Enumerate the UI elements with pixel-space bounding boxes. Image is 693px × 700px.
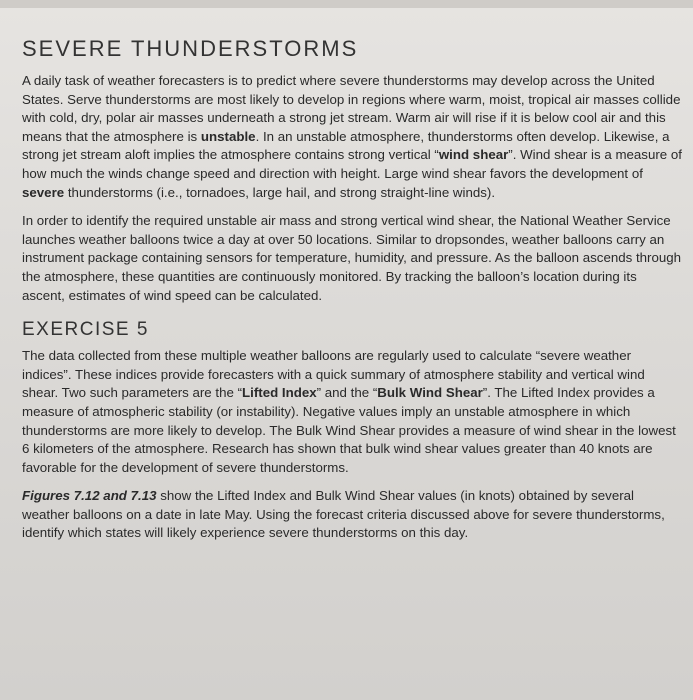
indices-text-3: ”. The Lifted Index provides a measure of atmospheric stability (or instability). Negative values imply an unstable atmosphere in which thunderstorms are more likely to develop. The Bulk Wind Shear provides a measure of wind shear in the lowest 6 kilometers of the atmosphere. Research has shown that bulk wind shear values greater than 40 knots are favorable for the development of severe thunderstorms. xyxy=(22,385,676,475)
page-content xyxy=(22,36,682,553)
task-text: show the Lifted Index and Bulk Wind Shear values (in knots) obtained by several weather balloons on a date in late May. Using the forecast criteria discussed above for severe thunderstorms, identify which states will likely experience severe thunderstorms on this day. xyxy=(22,488,665,541)
exercise-title: EXERCISE 5 xyxy=(22,319,149,341)
intro-text-4: thunderstorms (i.e., tornadoes, large hail, and strong straight-line winds). xyxy=(64,184,496,200)
indices-paragraph xyxy=(22,347,682,477)
task-paragraph xyxy=(22,487,682,543)
term-severe: severe xyxy=(22,184,65,200)
figure-reference: Figures 7.12 and 7.13 xyxy=(22,488,157,504)
intro-text-3: ”. Wind shear is a measure of how much the winds change speed and direction with height. Large wind shear favors the development of xyxy=(22,147,682,181)
intro-text-2: . In an unstable atmosphere, thunderstorms often develop. Likewise, a strong jet stream aloft implies the atmosphere contains strong vertical “ xyxy=(22,128,670,163)
balloon-paragraph: In order to identify the required unstable air mass and strong vertical wind shear, the National Weather Service launches weather balloons twice a day at over 50 locations. Similar to dropsondes, weather balloons carry an instrument package containing sensors for temperature, humidity, and pressure. As the balloon ascends through the atmosphere, these quantities are continuously monitored. By tracking the balloon’s location during its ascent, estimates of wind speed can be calculated. xyxy=(22,213,682,303)
indices-text-2: ” and the “ xyxy=(316,385,378,401)
indices-text-1: The data collected from these multiple weather balloons are regularly used to calculate “severe weather indices”. These indices provide forecasters with a quick summary of atmosphere stability and vertical wind shear. Two such parameters are the “ xyxy=(22,348,645,401)
intro-paragraph xyxy=(22,72,682,202)
term-unstable: unstable xyxy=(200,128,256,144)
section-title: SEVERE THUNDERSTORMS xyxy=(22,36,359,61)
term-wind-shear: wind shear xyxy=(438,147,509,163)
term-bulk-wind-shear: Bulk Wind Shear xyxy=(377,385,483,401)
page-top-edge xyxy=(0,0,693,8)
intro-text-1: A daily task of weather forecasters is to predict where severe thunderstorms may develop across the United States. Serve thunderstorms are most likely to develop in regions where warm, moist, tropical air masses collide with cold, dry, polar air masses underneath a strong jet stream. Warm air will rise if it is below cool air and this means that the atmosphere is xyxy=(22,73,681,144)
term-lifted-index: Lifted Index xyxy=(242,385,317,401)
